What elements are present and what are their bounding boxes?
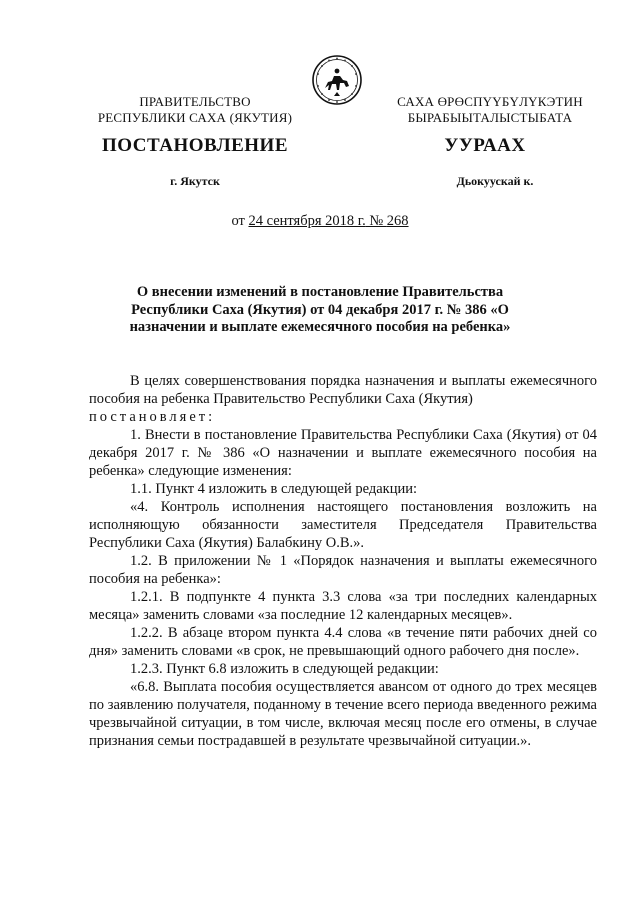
org-right-line-2: БЫРАБЫЫТАЛЫСТЫБАТА <box>407 110 573 125</box>
document-body <box>89 372 597 750</box>
date-and-number <box>0 213 640 230</box>
org-left-line-1: ПРАВИТЕЛЬСТВО <box>139 94 251 109</box>
date-prefix: от <box>231 213 249 229</box>
organization-name-ru <box>95 94 295 126</box>
doc-type-ru: ПОСТАНОВЛЕНИЕ <box>101 135 289 156</box>
paragraph-1-2: 1.2. В приложении № 1 «Порядок назначения и выплаты ежемесячного пособия на ребенка»: <box>89 553 597 587</box>
paragraph-1-2-2: 1.2.2. В абзаце втором пункта 4.4 слова «в течение пяти рабочих дней со дня» заменить словами «в срок, не превышающий одного рабочего дня после». <box>89 625 597 659</box>
organization-name-sah <box>380 94 600 126</box>
paragraph-1-1: 1.1. Пункт 4 изложить в следующей редакции: <box>130 481 418 497</box>
number-prefix: № <box>365 213 387 229</box>
city-ru: г. Якутск <box>170 174 220 188</box>
decree-word: постановляет: <box>89 409 216 425</box>
city-sah: Дьокуускай к. <box>456 174 534 188</box>
paragraph-1-2-3-text: «6.8. Выплата пособия осуществляется авансом от одного до трех месяцев по заявлению получателя, поданному в течение всего периода введенного режима чрезвычайной ситуации, в том числе, включая месяц после его отмены, в случае признания семьи пострадавшей в результате чрезвычайной ситуации.». <box>89 679 597 749</box>
paragraph-1-2-3: 1.2.3. Пункт 6.8 изложить в следующей редакции: <box>130 661 439 677</box>
paragraph-1-1-text: «4. Контроль исполнения настоящего постановления возложить на исполняющую обязанности заместителя Председателя Правительства Республики Саха (Якутия) Балабкину О.В.». <box>89 499 597 551</box>
date-text: 24 сентября 2018 г. <box>248 213 366 229</box>
paragraph-1: 1. Внести в постановление Правительства Республики Саха (Якутия) от 04 декабря 2017 г. № 386 «О назначении и выплате ежемесячного пособия на ребенка» следующие изменения: <box>89 427 597 479</box>
org-right-line-1: САХА ӨРӨСПҮҮБҮЛҮКЭТИН <box>397 94 583 109</box>
intro-paragraph: В целях совершенствования порядка назначения и выплаты ежемесячного пособия на ребенка Правительство Республики Саха (Якутия) <box>89 373 597 407</box>
doc-type-sah: УУРААХ <box>444 135 526 156</box>
sakha-coat-of-arms-icon <box>312 52 362 108</box>
org-left-line-2: РЕСПУБЛИКИ САХА (ЯКУТИЯ) <box>97 110 293 125</box>
document-title: О внесении изменений в постановление Правительства Республики Саха (Якутия) от 04 декабря 2017 г. № 386 «О назначении и выплате ежемесячного пособия на ребенка» <box>129 284 511 335</box>
paragraph-1-2-1: 1.2.1. В подпункте 4 пункта 3.3 слова «за три последних календарных месяца» заменить словами «за последние 12 календарных месяцев». <box>89 589 597 623</box>
document-number: 268 <box>386 213 409 229</box>
